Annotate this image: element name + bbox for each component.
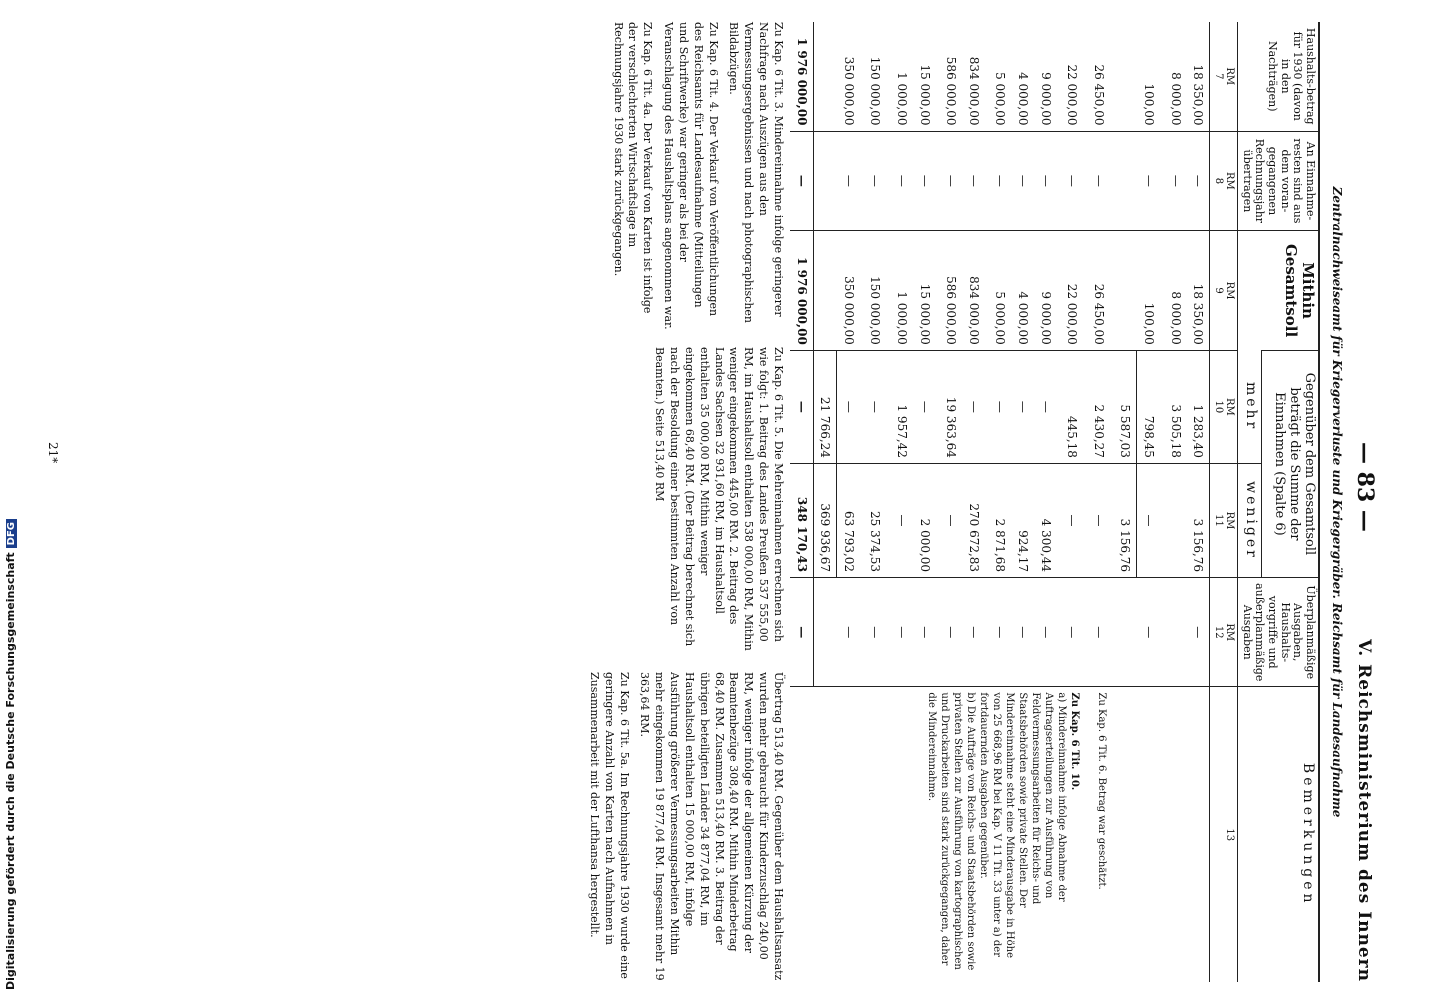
note: Zu Kap. 6 Tit. 4. Der Verkauf von Veröffentlichungen des Reichsamts für Landesaufnahme (Mitteilungen und Schriftwerke) war geringer als bei der Veranschlagung des Haushaltsplans angenommen war.	[662, 22, 720, 330]
cell: 26 450,00	[1087, 231, 1114, 350]
cell: —	[864, 578, 891, 687]
cell: —	[890, 131, 913, 231]
credit-text: Digitalisierung gefördert durch die Deutsche Forschungsgemeinschaft	[4, 552, 17, 990]
unit-label: RM	[1224, 511, 1236, 530]
notes-col-left	[604, 22, 785, 332]
cell: 369 936,67	[813, 463, 837, 577]
cell: —	[790, 578, 813, 687]
cell: —	[790, 350, 813, 463]
cell: 100,00	[1137, 231, 1164, 350]
notes-col-right	[580, 672, 785, 982]
cell: 1 976 000,00	[790, 22, 813, 131]
cell: 834 000,00	[962, 231, 989, 350]
cell: 1 957,42	[890, 350, 913, 463]
col-header-weniger: weniger	[1238, 463, 1262, 577]
cell: 1 283,40	[1187, 350, 1210, 463]
col-num-13: 13	[1224, 828, 1236, 842]
cell: 63 793,02	[837, 463, 864, 577]
note: Übertrag 513,40 RM. Gegenüber dem Haushaltsansatz wurden mehr gebraucht für Kinderzuschlag 240,00 RM, weniger infolge der allgemeinen Kürzung der Beamtenbezüge 308,40 RM. Mithin Minderbetrag 68,40 RM. Zusammen 513,40 RM. 3. Beitrag der übrigen beteiligten Länder 34 877,04 RM, im Haushaltsoll enthalten 15 000,00 RM, infolge Ausführung größerer Vermessungsarbeiten Mithin mehr eingekommen 19 877,04 RM. Insgesamt mehr 19 363,64 RM.	[638, 672, 785, 981]
col-header-mehr: mehr	[1238, 350, 1262, 463]
cell: —	[1137, 131, 1164, 231]
table-row	[1087, 22, 1114, 982]
cell: 18 350,00	[1191, 64, 1206, 126]
remark-a: a) Mindereinnahme infolge Abnahme der Auftragserteilungen zur Ausführung von Feldvermessungsarbeiten für Reichs- und Staatsbehörden sowie private Stellen. Der Mindereinnahme steht eine Minderausgabe in Höhe von 25 668,96 RM bei Kap. V 11 Tit. 33 unter a) der fortdauernden Ausgaben gegenüber.	[978, 692, 1068, 959]
remark-heading: Zu Kap. 6 Tit. 10.	[1069, 692, 1081, 791]
cell: 3 156,76	[1187, 463, 1210, 577]
cell: 834 000,00	[966, 56, 981, 126]
unit-label: RM	[1224, 397, 1236, 416]
cell: 2 871,68	[989, 463, 1012, 577]
cell: 5 000,00	[989, 231, 1012, 350]
cell: —	[837, 578, 864, 687]
col-header-13: Bemerkungen	[1238, 687, 1319, 982]
unit-label: RM	[1224, 623, 1236, 642]
col-num-12: 12	[1212, 625, 1224, 639]
cell: —	[913, 350, 940, 463]
cell: 3 505,18	[1164, 350, 1187, 463]
cell: 4 300,44	[1034, 463, 1061, 577]
cell: 100,00	[1141, 83, 1156, 126]
cell: —	[989, 578, 1012, 687]
cell: —	[1137, 463, 1164, 577]
cell: —	[890, 463, 913, 577]
cell: —	[1137, 578, 1164, 687]
unit-label: RM	[1224, 67, 1236, 86]
col-num-10: 10	[1212, 400, 1224, 414]
note: Zu Kap. 6 Tit. 5a. Im Rechnungsjahre 1930 wurde eine geringere Anzahl von Karten nach Aufnahmen in Zusammenarbeit mit der Lufthansa hergestellt.	[587, 672, 631, 979]
table-row	[1187, 22, 1210, 982]
chapter-title: V. Reichsministerium des Innern	[1354, 639, 1374, 982]
remark-cell	[1114, 687, 1210, 982]
col-header-9: Mithin Gesamtsoll	[1238, 231, 1319, 350]
cell: 586 000,00	[940, 231, 963, 350]
cell: —	[790, 131, 813, 231]
digitization-credit	[4, 90, 22, 990]
col-num-8: 8	[1212, 177, 1224, 185]
cell: 15 000,00	[917, 64, 932, 126]
cell: 150 000,00	[864, 231, 891, 350]
page-header	[1348, 22, 1378, 982]
cell	[1164, 463, 1187, 577]
col-header-7: Haushalts-betrag für 1930 (davon in den Nachträgen)	[1238, 22, 1319, 131]
cell: 9 000,00	[1038, 72, 1053, 126]
page-subtitle: Zentralnachweiseamt für Kriegerverluste und Kriegergräber. Reichsamt für Landesaufnahme	[1330, 186, 1344, 818]
cell: 1 000,00	[890, 231, 913, 350]
cell: 22 000,00	[1065, 64, 1080, 126]
cell: 18 350,00	[1187, 231, 1210, 350]
cell: —	[913, 131, 940, 231]
cell: 21 766,24	[813, 350, 837, 463]
cell: —	[1011, 578, 1034, 687]
cell: —	[1187, 578, 1210, 687]
cell: —	[864, 350, 891, 463]
col-num-9: 9	[1212, 287, 1224, 294]
cell: 924,17	[1011, 463, 1034, 577]
cell: —	[1187, 131, 1210, 231]
note: Zu Kap. 6 Tit. 3. Mindereinnahme infolge geringerer Nachfrage nach Auszügen aus den Vermessungsergebnissen und nach photographischen Bildabzügen.	[727, 22, 785, 324]
cell: —	[989, 131, 1012, 231]
cell: 2 000,00	[913, 463, 940, 577]
cell: —	[1087, 578, 1114, 687]
unit-label: RM	[1224, 172, 1236, 190]
dfg-logo-badge: DFG	[6, 519, 17, 548]
budget-table	[790, 22, 1320, 982]
cell: 348 170,43	[790, 463, 813, 577]
table-row	[1061, 22, 1088, 982]
page-marker: 21*	[46, 442, 60, 464]
page-number: — 83 —	[1352, 442, 1378, 532]
cell: —	[1034, 350, 1061, 463]
cell: 798,45	[1137, 350, 1164, 463]
cell: 3 156,76	[1114, 463, 1137, 577]
cell: 445,18	[1061, 350, 1088, 463]
note: Zu Kap. 6 Tit. 4a. Der Verkauf von Karten ist infolge der verschlechterten Wirtschaftslage im Rechnungsjahre 1930 stark zurückgegangen.	[611, 22, 655, 314]
remark-b: b) Die Aufträge von Reichs- und Staatsbehörden sowie privaten Stellen zur Ausführung von kartographischen und Druckarbeiten sind stark zurückgegangen, daher die Mindereinnahme.	[926, 692, 977, 971]
cell: —	[940, 578, 963, 687]
cell: —	[962, 350, 989, 463]
cell: —	[913, 578, 940, 687]
cell: —	[890, 578, 913, 687]
cell: —	[962, 578, 989, 687]
cell: 5 000,00	[993, 72, 1008, 126]
cell: 15 000,00	[913, 231, 940, 350]
col-header-8: An Einnahme-resten sind aus dem voran-gegangenen Rechnungsjahr übertragen	[1238, 131, 1319, 231]
cell: 1 000,00	[895, 72, 910, 126]
cell: 2 430,27	[1087, 350, 1114, 463]
cell: —	[989, 350, 1012, 463]
cell: 22 000,00	[1061, 231, 1088, 350]
cell: —	[837, 350, 864, 463]
cell: 1 976 000,00	[790, 231, 813, 350]
cell: —	[864, 131, 891, 231]
cell: —	[1061, 463, 1088, 577]
cell: —	[837, 131, 864, 231]
cell: —	[1011, 350, 1034, 463]
cell: 350 000,00	[841, 56, 856, 126]
unit-label: RM	[1224, 281, 1236, 300]
cell: —	[1034, 131, 1061, 231]
cell: 350 000,00	[837, 231, 864, 350]
remark-cell	[790, 687, 1087, 982]
notes-col-mid	[645, 347, 785, 657]
cell: —	[940, 463, 963, 577]
cell: —	[962, 131, 989, 231]
cell	[1164, 578, 1187, 687]
cell: 26 450,00	[1091, 64, 1106, 126]
cell: 8 000,00	[1168, 72, 1183, 126]
cell: 8 000,00	[1164, 231, 1187, 350]
col-header-12: Überplanmäßige Ausgaben, Haushalts-vorgriffe und außerplanmäßige Ausgaben	[1238, 578, 1319, 687]
cell: —	[1061, 131, 1088, 231]
cell: 9 000,00	[1034, 231, 1061, 350]
cell: 4 000,00	[1016, 72, 1030, 126]
cell: —	[1087, 463, 1114, 577]
cell: 25 374,53	[864, 463, 891, 577]
cell: —	[1034, 578, 1061, 687]
cell: 586 000,00	[944, 56, 959, 126]
cell: —	[1011, 131, 1034, 231]
cell: 19 363,64	[940, 350, 963, 463]
col-num-7: 7	[1212, 73, 1224, 80]
cell: —	[1061, 578, 1088, 687]
cell: —	[940, 131, 963, 231]
cell: 4 000,00	[1011, 231, 1034, 350]
remark-cell: Zu Kap. 6 Tit. 6. Betrag war geschätzt.	[1087, 687, 1114, 982]
rotated-document-page	[30, 22, 1378, 982]
cell: 5 587,03	[1114, 350, 1137, 463]
note: Zu Kap. 6 Tit. 5. Die Mehreinnahmen errechnen sich wie folgt: 1. Beitrag des Landes Preußen 537 555,00 RM, im Haushaltsoll enthalten 538 000,00 RM, Mithin weniger eingekommen 445,00 RM. 2. Beitrag des Landes Sachsen 32 931,60 RM, im Haushaltsoll enthalten 35 000,00 RM, Mithin weniger eingekommen 68,40 RM. (Der Beitrag berechnet sich nach der Besoldung einer bestimmten Anzahl von Beamten.) Seite 513,40 RM	[653, 347, 785, 651]
col-header-10-11: Gegenüber dem Gesamtsoll beträgt die Summe der Einnahmen (Spalte 6)	[1262, 350, 1319, 577]
cell: —	[1164, 131, 1187, 231]
col-num-11: 11	[1212, 514, 1224, 527]
cell: —	[1087, 131, 1114, 231]
cell: 270 672,83	[962, 463, 989, 577]
cell: 150 000,00	[868, 56, 883, 126]
